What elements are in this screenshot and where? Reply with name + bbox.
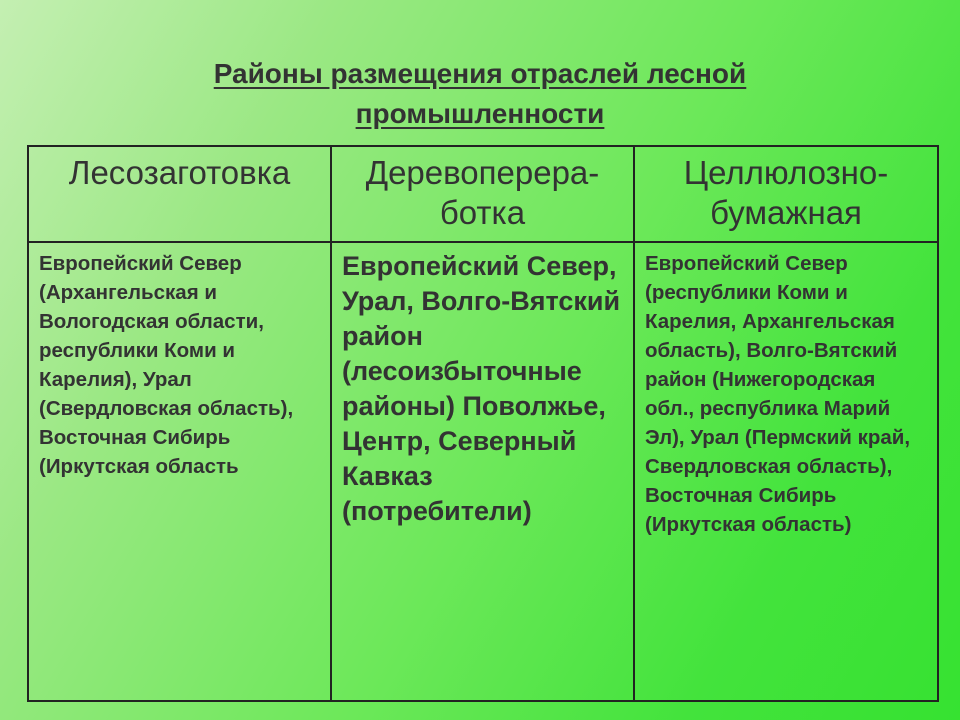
table-row: [28, 242, 938, 701]
header-logging: Лесозаготовка: [28, 146, 331, 242]
slide-title-line-1: Районы размещения отраслей лесной: [213, 58, 747, 89]
table-header-row: [28, 146, 938, 242]
slide-title-line-2: промышленности: [355, 98, 605, 129]
cell-wood-processing-regions: [331, 242, 634, 701]
cell-pulp-paper-regions: [634, 242, 938, 701]
slide-title: [80, 54, 880, 134]
cell-pulp-paper-regions-text: Европейский Север (республики Коми и Карелия, Архангельская область), Волго-Вятский район (Нижегородская обл., республика Марий Эл), Урал (Пермский край, Свердловская область), Восточная Сибирь (Иркутская область): [645, 252, 911, 536]
cell-logging-regions: [28, 242, 331, 701]
header-wood-processing: Деревоперера-ботка: [331, 146, 634, 242]
header-pulp-paper: Целлюлозно-бумажная: [634, 146, 938, 242]
cell-wood-processing-regions-text: Европейский Север, Урал, Волго-Вятский район (лесоизбыточные районы) Поволжье, Центр, Северный Кавказ (потребители): [342, 251, 621, 526]
cell-logging-regions-text: Европейский Север (Архангельская и Вологодская области, республики Коми и Карелия), Урал (Свердловская область), Восточная Сибирь (Иркутская область: [39, 252, 294, 478]
industry-regions-table: [27, 145, 939, 702]
